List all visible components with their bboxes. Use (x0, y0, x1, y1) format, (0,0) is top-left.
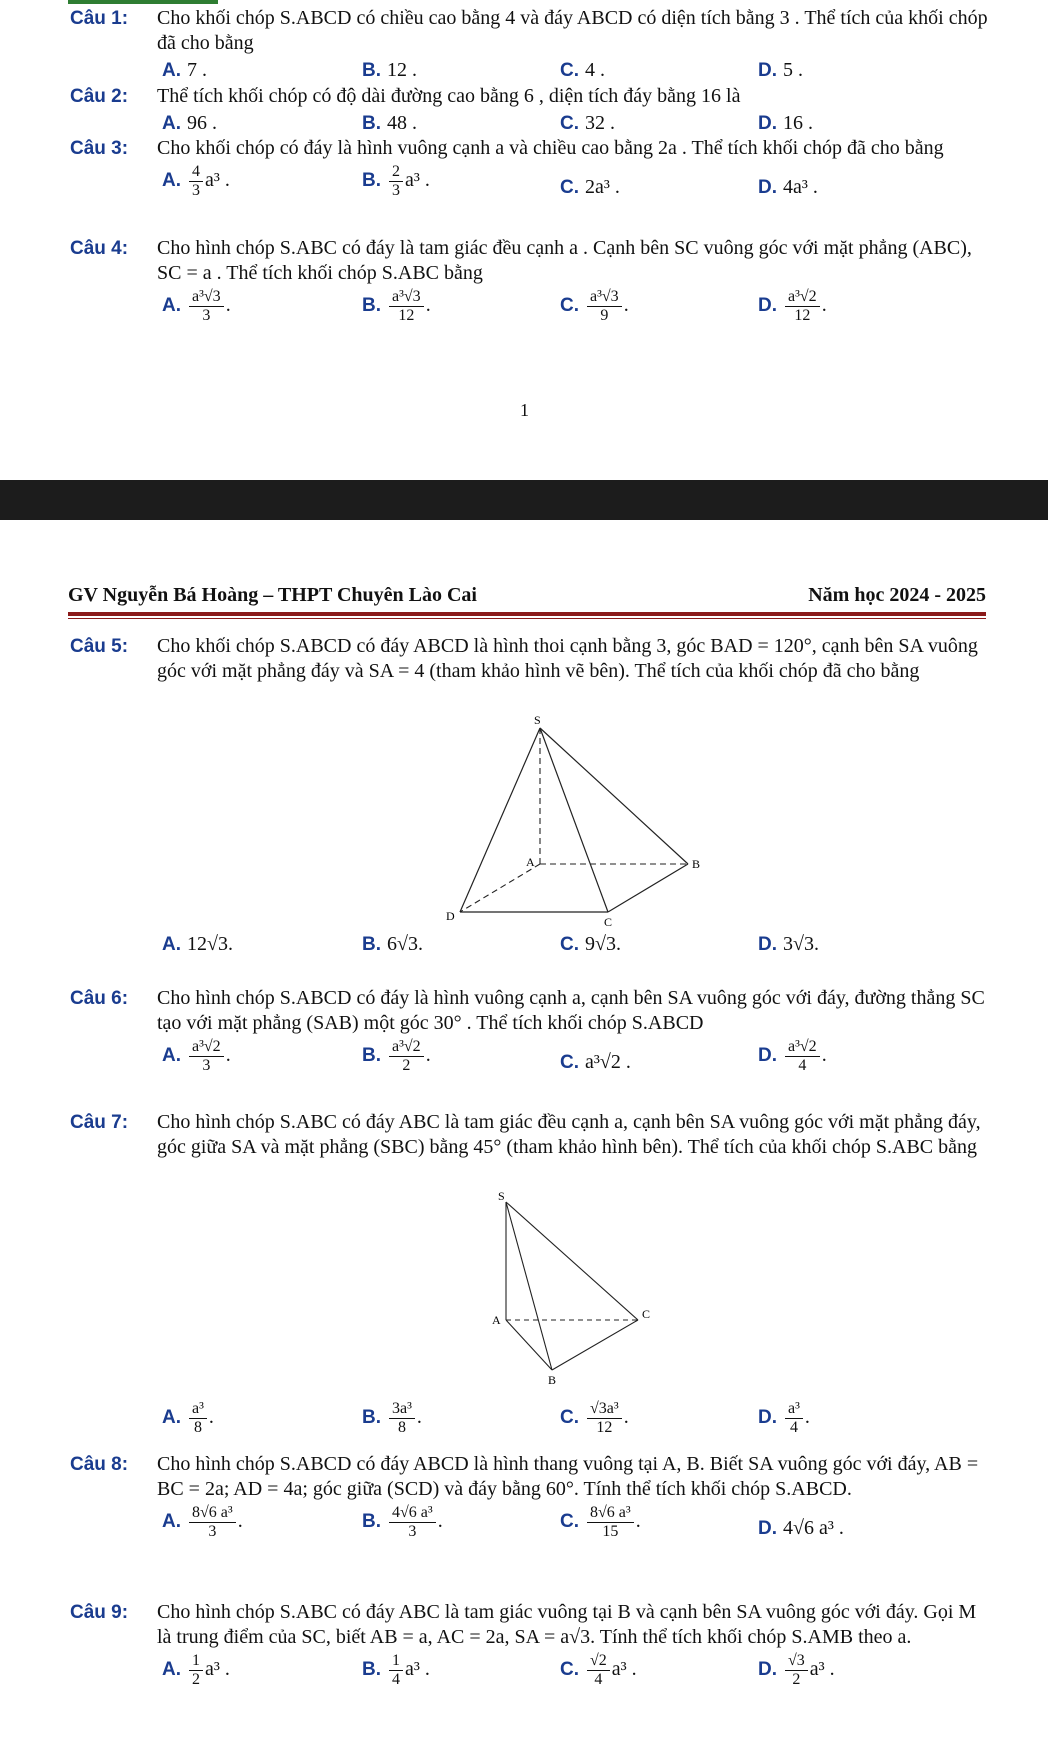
option-c[interactable]: C. a³√2 . (560, 1051, 631, 1073)
option-a[interactable]: A. $\frac{\text{8√6 a³}}{3}$ . (162, 1504, 243, 1540)
option-d[interactable]: D. $\frac{\text{a³}}{4}$ . (758, 1400, 810, 1436)
label-a: A (492, 1313, 501, 1327)
label-d: D (446, 909, 455, 923)
question-1 (70, 6, 990, 88)
option-a[interactable]: A. 7 . (162, 59, 207, 81)
question-3 (70, 136, 990, 213)
label-c: C (604, 915, 613, 929)
option-b[interactable]: B. 48 . (362, 112, 417, 134)
options (162, 288, 990, 338)
page-number: 1 (520, 400, 529, 420)
options (162, 1400, 990, 1450)
label-s: S (534, 713, 541, 727)
option-c[interactable]: C. 9√3. (560, 933, 621, 955)
option-b[interactable]: B. $\frac{\text{4√6 a³}}{3}$ . (362, 1504, 443, 1540)
header-rule (68, 612, 986, 616)
option-a[interactable]: A. $\frac{\text{a³√2}}{3}$ . (162, 1038, 231, 1074)
label-s: S (498, 1192, 505, 1203)
option-a[interactable]: A. 12√3. (162, 933, 233, 955)
question-7 (70, 1110, 990, 1160)
figure-q7-pyramid (470, 1192, 670, 1392)
option-b[interactable]: B. 6√3. (362, 933, 423, 955)
question-stem: Cho hình chóp S.ABC có đáy ABC là tam giác đều cạnh a, cạnh bên SA vuông góc với mặt phẳng đáy, góc giữa SA và mặt phẳng (SBC) bằng 45° (tham khảo hình bên). Thể tích của khối chóp S.ABC bằng (157, 1111, 981, 1158)
option-b[interactable]: B. $\frac{1}{4}$ a³ . (362, 1652, 430, 1688)
edge-bc (552, 1320, 638, 1370)
option-c[interactable]: C. $\frac{\text{8√6 a³}}{15}$ . (560, 1504, 641, 1540)
question-6 (70, 986, 990, 1088)
question-stem: Cho khối chóp có đáy là hình vuông cạnh a và chiều cao bằng 2a . Thể tích khối chóp đã cho bằng (157, 137, 944, 159)
option-a[interactable]: A. $\frac{\text{a³√3}}{3}$ . (162, 288, 231, 324)
label-b: B (548, 1373, 557, 1387)
options (162, 1038, 990, 1088)
top-accent-bar (68, 0, 218, 4)
question-label: Câu 9: (70, 1602, 129, 1623)
edge-sd (460, 728, 540, 912)
label-a: A (526, 855, 535, 869)
option-d[interactable]: D. 4√6 a³ . (758, 1517, 844, 1539)
edge-sb (540, 728, 688, 864)
question-label: Câu 7: (70, 1112, 129, 1133)
option-b[interactable]: B. $\frac{2}{3}$ a³ . (362, 163, 430, 199)
option-d[interactable]: D. $\frac{\text{a³√2}}{12}$ . (758, 288, 827, 324)
question-7-options (70, 1398, 990, 1450)
option-c[interactable]: C. $\frac{\text{√3a³}}{12}$ . (560, 1400, 629, 1436)
figure-q5-pyramid (430, 712, 730, 952)
edge-sc (540, 728, 608, 912)
option-b[interactable]: B. $\frac{\text{a³√2}}{2}$ . (362, 1038, 431, 1074)
question-2 (70, 84, 990, 141)
options (162, 932, 990, 962)
options (162, 1504, 990, 1554)
option-c[interactable]: C. 2a³ . (560, 176, 620, 198)
question-stem: Cho khối chóp S.ABCD có chiều cao bằng 4 và đáy ABCD có diện tích bằng 3 . Thể tích của khối chóp đã cho bằng (157, 7, 988, 54)
options (162, 1652, 990, 1702)
question-9 (70, 1600, 990, 1702)
question-label: Câu 1: (70, 8, 129, 29)
option-a[interactable]: A. $\frac{1}{2}$ a³ . (162, 1652, 230, 1688)
option-a[interactable]: A. 96 . (162, 112, 217, 134)
question-stem: Cho hình chóp S.ABC có đáy là tam giác đều cạnh a . Cạnh bên SC vuông góc với mặt phẳng (ABC), SC = a . Thể tích khối chóp S.ABC bằng (157, 237, 972, 284)
header-teacher: GV Nguyễn Bá Hoàng – THPT Chuyên Lào Cai (68, 584, 477, 606)
option-b[interactable]: B. $\frac{\text{3a³}}{8}$ . (362, 1400, 422, 1436)
question-label: Câu 5: (70, 636, 129, 657)
option-a[interactable]: A. $\frac{\text{a³}}{8}$ . (162, 1400, 214, 1436)
question-stem: Thể tích khối chóp có độ dài đường cao bằng 6 , diện tích đáy bằng 16 là (157, 85, 741, 107)
option-d[interactable]: D. 5 . (758, 59, 803, 81)
question-5 (70, 634, 990, 684)
option-b[interactable]: B. 12 . (362, 59, 417, 81)
page-header (68, 584, 986, 612)
header-year: Năm học 2024 - 2025 (808, 584, 986, 606)
edge-cb (608, 864, 688, 912)
label-c: C (642, 1307, 651, 1321)
option-b[interactable]: B. $\frac{\text{a³√3}}{12}$ . (362, 288, 431, 324)
header-rule-thin (68, 618, 986, 619)
question-4 (70, 236, 990, 338)
option-d[interactable]: D. 16 . (758, 112, 813, 134)
question-label: Câu 3: (70, 138, 129, 159)
question-5-options (70, 930, 990, 962)
edge-sc (506, 1202, 638, 1320)
option-d[interactable]: D. $\frac{\text{a³√2}}{4}$ . (758, 1038, 827, 1074)
question-label: Câu 2: (70, 86, 129, 107)
options (162, 163, 990, 213)
edge-ad (460, 864, 540, 912)
label-b: B (692, 857, 701, 871)
option-c[interactable]: C. $\frac{√2}{4}$ a³ . (560, 1652, 637, 1688)
option-d[interactable]: D. 3√3. (758, 933, 819, 955)
option-a[interactable]: A. $\frac{4}{3}$ a³ . (162, 163, 230, 199)
option-d[interactable]: D. $\frac{√3}{2}$ a³ . (758, 1652, 835, 1688)
option-c[interactable]: C. 32 . (560, 112, 615, 134)
question-stem: Cho hình chóp S.ABCD có đáy ABCD là hình thang vuông tại A, B. Biết SA vuông góc với đáy, AB = BC = 2a; AD = 4a; góc giữa (SCD) và đáy bằng 60°. Tính thể tích khối chóp S.ABCD. (157, 1453, 979, 1500)
question-label: Câu 8: (70, 1454, 129, 1475)
question-stem: Cho hình chóp S.ABCD có đáy là hình vuông cạnh a, cạnh bên SA vuông góc với đáy, đường thẳng SC tạo với mặt phẳng (SAB) một góc 30° . Thể tích khối chóp S.ABCD (157, 987, 985, 1034)
page-gap (0, 480, 1048, 520)
option-c[interactable]: C. 4 . (560, 59, 605, 81)
question-stem: Cho hình chóp S.ABC có đáy ABC là tam giác vuông tại B và cạnh bên SA vuông góc với đáy. Gọi M là trung điểm của SC, biết AB = a, AC = 2a, SA = a√3. Tính thể tích khối chóp S.AMB theo a. (157, 1601, 977, 1648)
question-stem: Cho khối chóp S.ABCD có đáy ABCD là hình thoi cạnh bằng 3, góc BAD = 120°, cạnh bên SA vuông góc với mặt phẳng đáy và SA = 4 (tham khảo hình vẽ bên). Thể tích của khối chóp đã cho bằng (157, 635, 978, 682)
question-label: Câu 4: (70, 238, 129, 259)
option-c[interactable]: C. $\frac{\text{a³√3}}{9}$ . (560, 288, 629, 324)
option-d[interactable]: D. 4a³ . (758, 176, 818, 198)
question-8 (70, 1452, 990, 1554)
question-label: Câu 6: (70, 988, 129, 1009)
